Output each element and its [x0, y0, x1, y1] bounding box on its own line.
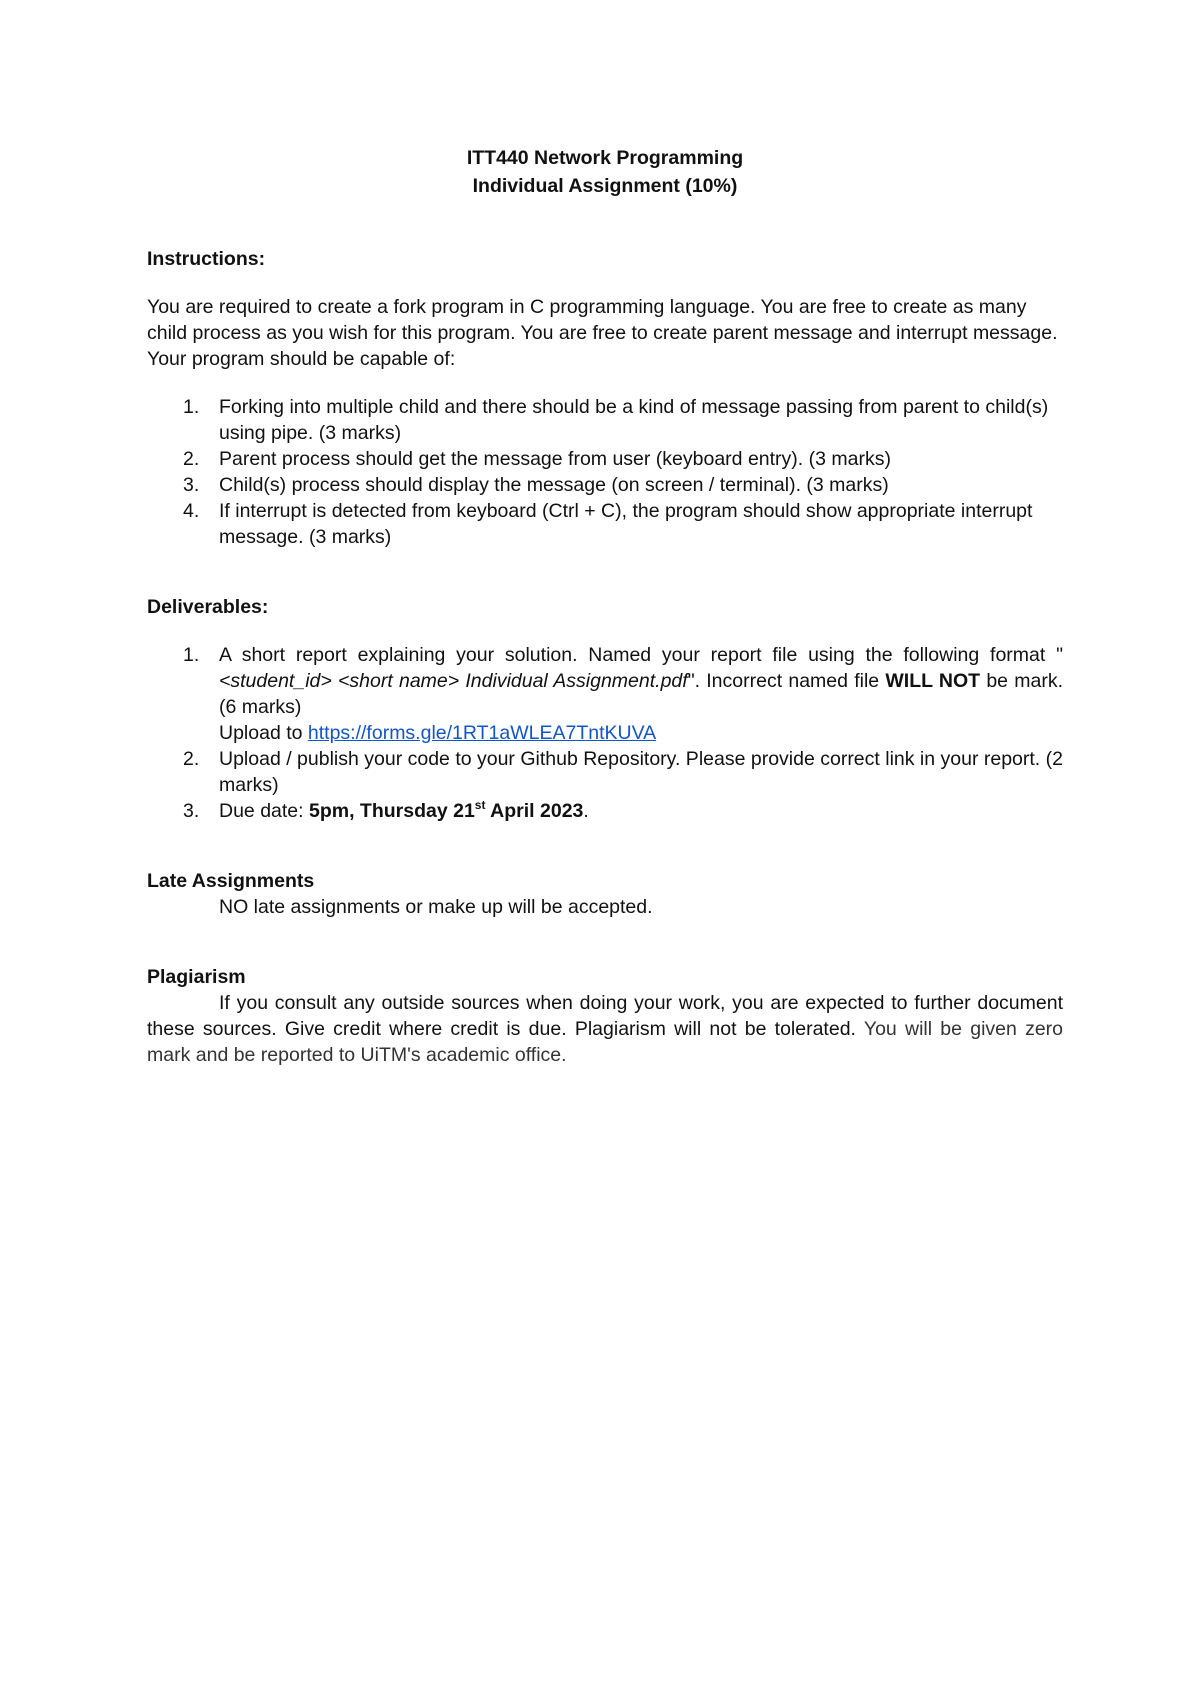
late-assignments-text: NO late assignments or make up will be accepted.: [219, 896, 653, 918]
upload-line: [219, 720, 1063, 746]
list-item: [147, 446, 1063, 472]
deliverables-list: [147, 642, 1063, 824]
list-item: [147, 746, 1063, 798]
list-item: [147, 498, 1063, 550]
due-date: [309, 800, 583, 822]
due-date-suffix: .: [583, 800, 589, 822]
deliverable-text-b: ". Incorrect named file: [687, 670, 886, 692]
instructions-intro: You are required to create a fork program in C programming language. You are free to create as many child process as you wish for this program. You are free to create parent message and interrupt message. Your program should be capable of:: [147, 296, 1058, 370]
plagiarism-policy: If you consult any outside sources when doing your work, you are expected to further document these sources. Give credit where credit is due. Plagiarism will not be tolerated.: [147, 992, 1063, 1040]
instructions-heading: Instructions:: [147, 248, 266, 270]
plagiarism-heading: Plagiarism: [147, 966, 246, 988]
instructions-list: [147, 394, 1063, 550]
late-assignments-heading: Late Assignments: [147, 870, 315, 892]
deliverable-text-c: be mark. (6 marks): [219, 670, 1064, 718]
list-number: 3.: [183, 474, 200, 496]
list-number: 1.: [183, 644, 200, 666]
due-date-part-b: April 2023: [485, 800, 584, 822]
list-number: 1.: [183, 396, 200, 418]
plagiarism-consequence: You will be given zero mark and be reported to UiTM's academic office.: [147, 1018, 1063, 1066]
list-item-text: Child(s) process should display the message (on screen / terminal). (3 marks): [219, 474, 889, 496]
list-item: [147, 642, 1063, 746]
deliverables-heading: Deliverables:: [147, 596, 269, 618]
due-date-ordinal: st: [474, 798, 486, 812]
upload-form-link[interactable]: https://forms.gle/1RT1aWLEA7TntKUVA: [307, 722, 657, 744]
upload-prefix: Upload to: [219, 722, 308, 744]
title-line-1: ITT440 Network Programming: [466, 147, 744, 169]
warning-text: WILL NOT: [885, 670, 981, 692]
list-item-text: Upload / publish your code to your Github Repository. Please provide correct link in your report. (2 marks): [219, 748, 1063, 796]
list-item-text: Forking into multiple child and there should be a kind of message passing from parent to child(s) using pipe. (3 marks): [219, 396, 1049, 444]
document-title: [147, 144, 1063, 200]
list-item-text: If interrupt is detected from keyboard (Ctrl + C), the program should show appropriate interrupt message. (3 marks): [219, 500, 1033, 548]
list-number: 3.: [183, 800, 200, 822]
due-date-prefix: Due date:: [219, 800, 309, 822]
list-item-text: Parent process should get the message from user (keyboard entry). (3 marks): [219, 448, 891, 470]
plagiarism-text: [147, 990, 1063, 1068]
list-item: [147, 472, 1063, 498]
report-filename-format: <student_id> <short name> Individual Assignment.pdf: [219, 670, 688, 692]
list-number: 2.: [183, 748, 200, 770]
deliverable-text-a: A short report explaining your solution. Named your report file using the following format ": [219, 644, 1063, 666]
list-number: 2.: [183, 448, 200, 470]
list-item: [147, 394, 1063, 446]
due-date-part-a: 5pm, Thursday 21: [308, 800, 475, 822]
title-line-2: Individual Assignment (10%): [472, 175, 738, 197]
list-item: [147, 798, 1063, 824]
list-number: 4.: [183, 500, 200, 522]
document-body: [147, 144, 1063, 1068]
